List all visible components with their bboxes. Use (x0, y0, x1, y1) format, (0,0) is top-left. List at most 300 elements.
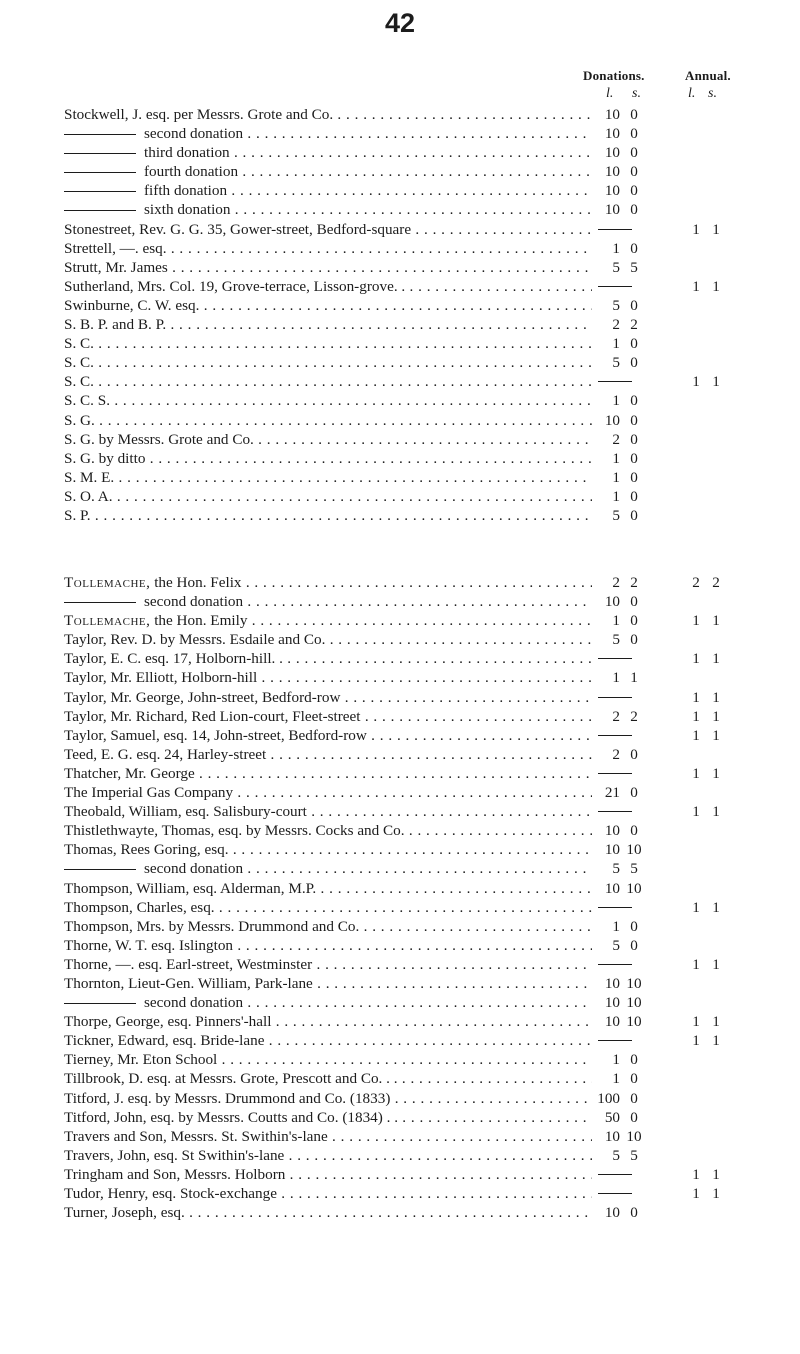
subscriber-name-text: fourth donation (144, 163, 239, 181)
subscriber-name-text: S. G. (64, 411, 95, 429)
subscriber-name (64, 573, 592, 592)
annual-shillings: 1 (712, 803, 720, 821)
donation-shillings: 0 (630, 449, 638, 467)
subscriber-name (64, 239, 592, 258)
donation-shillings: 0 (630, 612, 638, 630)
ledger-row (64, 764, 790, 783)
donation-shillings: 0 (630, 1204, 638, 1222)
annual-shillings: 1 (712, 373, 720, 391)
subscriber-name-text: Turner, Joseph, esq. (64, 1204, 185, 1222)
donation-pounds: 10 (604, 822, 620, 840)
donation-pounds: 2 (612, 707, 620, 725)
donation-pounds: 100 (597, 1089, 620, 1107)
donation-shillings: 0 (630, 917, 638, 935)
ledger-row (64, 1108, 790, 1127)
subscriber-name-text: Taylor, Rev. D. by Messrs. Esdaile and Co. (64, 631, 326, 649)
subscriber-name-text: Thompson, William, esq. Alderman, M.P. (64, 879, 317, 897)
donation-pounds: 1 (612, 335, 620, 353)
subscriber-name-text: Tickner, Edward, esq. Bride-lane (64, 1032, 265, 1050)
subscriber-name (64, 1108, 592, 1127)
subscriber-name (64, 277, 592, 296)
ledger-row (64, 506, 790, 525)
donation-dash (598, 286, 632, 287)
subscriber-name (64, 1031, 592, 1050)
donation-dash (598, 811, 632, 812)
subscriber-name (64, 1012, 592, 1031)
subscriber-name-text: S. O. A. (64, 487, 113, 505)
donation-pounds: 5 (612, 936, 620, 954)
subscriber-name (64, 487, 592, 506)
subscriber-name (64, 955, 592, 974)
subscriber-name-text: Thompson, Charles, esq. (64, 898, 215, 916)
ledger-row (64, 1012, 790, 1031)
donation-shillings: 0 (630, 106, 638, 123)
ledger-row (64, 181, 790, 200)
ledger-row (64, 277, 790, 296)
donation-dash (598, 735, 632, 736)
subscriber-name (64, 1146, 592, 1165)
ledger-row (64, 917, 790, 936)
subscriber-name (64, 1127, 592, 1146)
donation-pounds: 2 (612, 316, 620, 334)
donation-shillings: 0 (630, 631, 638, 649)
annual-shillings: 2 (712, 574, 720, 591)
subscriber-name (64, 879, 592, 898)
subscriber-name-text: S. C. S. (64, 392, 111, 410)
ledger-row (64, 162, 790, 181)
ledger-row (64, 840, 790, 859)
subscriber-name-text: Taylor, Mr. George, John-street, Bedford-row (64, 688, 341, 706)
donation-dash (598, 1174, 632, 1175)
subscriber-name (64, 315, 592, 334)
subscriber-name (64, 124, 592, 143)
donation-pounds: 2 (612, 430, 620, 448)
ledger-row (64, 898, 790, 917)
annual-pounds: 1 (692, 612, 700, 630)
subscriber-name-text: second donation (144, 593, 244, 611)
annual-pounds: 1 (692, 707, 700, 725)
donation-shillings: 0 (630, 354, 638, 372)
subscriber-name-text: Stonestreet, Rev. G. G. 35, Gower-street, Bedford-square (64, 220, 412, 238)
subscriber-name-text: the Hon. Felix (150, 574, 242, 591)
annual-pounds: 1 (692, 277, 700, 295)
annual-shillings: 1 (712, 898, 720, 916)
subscriber-name-text: S. M. E. (64, 468, 115, 486)
donation-shillings: 0 (630, 745, 638, 763)
donation-dash (598, 229, 632, 230)
donation-pounds: 1 (612, 1070, 620, 1088)
donation-pounds: 1 (612, 239, 620, 257)
subscriber-name (64, 821, 592, 840)
subscriber-name-text: Taylor, Mr. Richard, Red Lion-court, Fleet-street (64, 707, 361, 725)
ledger-row (64, 592, 790, 611)
donation-pounds: 10 (604, 163, 620, 181)
subscriber-name (64, 430, 592, 449)
annual-pounds: 1 (692, 688, 700, 706)
subscriber-name (64, 296, 592, 315)
donation-pounds: 10 (604, 201, 620, 219)
subscriber-name (64, 506, 592, 525)
donation-pounds: 5 (612, 296, 620, 314)
donation-shillings: 5 (630, 1146, 638, 1164)
donation-pounds: 1 (612, 612, 620, 630)
ledger-row (64, 449, 790, 468)
donation-pounds: 10 (604, 182, 620, 200)
subscriber-name-text: third donation (144, 144, 230, 162)
ledger-row (64, 124, 790, 143)
annual-pounds: 1 (692, 220, 700, 238)
annual-shillings: 1 (712, 1165, 720, 1183)
ditto-rule (64, 153, 136, 154)
donation-pounds: 10 (604, 1013, 620, 1031)
subscriber-name (64, 726, 592, 745)
subscriber-name (64, 936, 592, 955)
annual-pounds: 2 (692, 574, 700, 591)
ledger-row (64, 1031, 790, 1050)
subscriber-name (64, 688, 592, 707)
subscriber-name (64, 143, 592, 162)
subscriber-name-text: Tringham and Son, Messrs. Holborn (64, 1165, 286, 1183)
annual-pounds: 1 (692, 955, 700, 973)
page-number: 42 (384, 8, 416, 38)
subscriber-name-text: Tillbrook, D. esq. at Messrs. Grote, Prescott and Co. . . (64, 1070, 398, 1088)
donation-shillings: 0 (630, 163, 638, 181)
subscriber-name (64, 649, 592, 668)
donation-pounds: 10 (604, 125, 620, 143)
donations-column-header: Donations. (583, 68, 645, 83)
donation-pounds: 10 (604, 593, 620, 611)
subscriber-name-text: Thomas, Rees Goring, esq. (64, 841, 229, 859)
donation-shillings: 0 (630, 430, 638, 448)
subscriber-name (64, 783, 592, 802)
ledger-row (64, 353, 790, 372)
donation-shillings: 5 (630, 258, 638, 276)
subscriber-name-text: Titford, J. esq. by Messrs. Drummond and Co. (1833) (64, 1089, 391, 1107)
subscriber-name-text: Thatcher, Mr. George (64, 764, 195, 782)
ledger-row (64, 859, 790, 878)
donation-dash (598, 1193, 632, 1194)
donation-dash (598, 964, 632, 965)
ledger-row (64, 573, 790, 592)
donation-shillings: 0 (630, 125, 638, 143)
subscriber-name-text: Stockwell, J. esq. per Messrs. Grote and Co. (64, 106, 334, 123)
donation-shillings: 10 (626, 994, 642, 1012)
subscriber-name-text: Thorne, W. T. esq. Islington (64, 936, 234, 954)
subscriber-name-text: Travers and Son, Messrs. St. Swithin's-lane (64, 1127, 328, 1145)
subscriber-name-text: Thorpe, George, esq. Pinners'-hall (64, 1013, 272, 1031)
subscriber-name-text: S. C. (64, 335, 94, 353)
donation-pounds: 10 (604, 1204, 620, 1222)
subscriber-name (64, 200, 592, 219)
donation-pounds: 1 (612, 449, 620, 467)
ledger-row (64, 821, 790, 840)
annual-shillings: 1 (712, 764, 720, 782)
subscriber-name (64, 668, 592, 687)
donation-pounds: 10 (604, 106, 620, 123)
ledger-row (64, 688, 790, 707)
ledger-row (64, 105, 790, 124)
subscriber-name (64, 1069, 592, 1088)
donation-shillings: 0 (630, 392, 638, 410)
ditto-rule (64, 602, 136, 603)
annual-pounds: 1 (692, 726, 700, 744)
donation-pounds: 5 (612, 258, 620, 276)
subscriber-list-s (64, 105, 790, 525)
ledger-row (64, 411, 790, 430)
annual-shillings: 1 (712, 707, 720, 725)
subscriber-name-text: S. C. (64, 373, 94, 391)
donation-pounds: 1 (612, 468, 620, 486)
subscriber-name-text: Tudor, Henry, esq. Stock-exchange (64, 1185, 277, 1202)
donation-shillings: 0 (630, 411, 638, 429)
donation-dash (598, 773, 632, 774)
donation-shillings: 0 (630, 784, 638, 802)
ledger-row (64, 143, 790, 162)
ditto-rule (64, 1003, 136, 1004)
ledger-row (64, 879, 790, 898)
donation-pounds: 10 (604, 974, 620, 992)
annual-shillings: 1 (712, 955, 720, 973)
annual-shillings-unit: s. (708, 86, 717, 101)
donation-pounds: 5 (612, 860, 620, 878)
donation-dash (598, 907, 632, 908)
subscriber-name (64, 840, 592, 859)
annual-shillings: 1 (712, 277, 720, 295)
subscriber-name-text: Titford, John, esq. by Messrs. Coutts and Co. (1834) . . (64, 1108, 398, 1126)
subscriber-name (64, 181, 592, 200)
donation-shillings: 0 (630, 468, 638, 486)
subscriber-name-text: sixth donation (144, 201, 231, 219)
subscriber-name (64, 993, 592, 1012)
subscriber-name-text: S. G. by Messrs. Grote and Co. (64, 430, 254, 448)
subscriber-name (64, 411, 592, 430)
subscriber-name-text: Travers, John, esq. St Swithin's-lane (64, 1146, 285, 1164)
subscriber-name-text: Thornton, Lieut-Gen. William, Park-lane (64, 974, 313, 992)
annual-shillings: 1 (712, 688, 720, 706)
subscriber-name-text: fifth donation (144, 182, 228, 200)
subscriber-name (64, 630, 592, 649)
subscriber-name-text: Tierney, Mr. Eton School (64, 1051, 218, 1069)
donation-shillings: 0 (630, 1089, 638, 1107)
annual-shillings: 1 (712, 1032, 720, 1050)
donation-shillings: 10 (626, 974, 642, 992)
subscriber-name (64, 1089, 592, 1108)
ledger-row (64, 1050, 790, 1069)
ledger-row (64, 200, 790, 219)
ledger-row (64, 707, 790, 726)
annual-shillings: 1 (712, 1013, 720, 1031)
subscriber-name (64, 707, 592, 726)
subscriber-name (64, 1050, 592, 1069)
donation-shillings: 0 (630, 487, 638, 505)
subscriber-surname: Tollemache, (64, 574, 151, 591)
annual-pounds: 1 (692, 803, 700, 821)
ledger-row (64, 372, 790, 391)
ledger-row (64, 296, 790, 315)
ledger-row (64, 649, 790, 668)
subscriber-name (64, 449, 592, 468)
donation-pounds: 10 (604, 841, 620, 859)
subscriber-name-text: Thistlethwayte, Thomas, esq. by Messrs. Cocks and Co. (64, 822, 405, 840)
ledger-row (64, 630, 790, 649)
subscriber-name-text: second donation (144, 125, 244, 143)
subscriber-name-text: Taylor, Mr. Elliott, Holborn-hill (64, 669, 258, 687)
subscriber-name (64, 611, 592, 630)
subscriber-name-text: S. B. P. and B. P. (64, 316, 167, 334)
donation-shillings: 0 (630, 144, 638, 162)
donation-pounds: 10 (604, 1127, 620, 1145)
donation-pounds: 5 (612, 631, 620, 649)
ditto-rule (64, 869, 136, 870)
donation-pounds: 10 (604, 411, 620, 429)
annual-pounds: 1 (692, 764, 700, 782)
ledger-row (64, 668, 790, 687)
donation-shillings: 0 (630, 182, 638, 200)
ledger-row (64, 802, 790, 821)
donation-shillings: 2 (630, 707, 638, 725)
donation-pounds: 5 (612, 506, 620, 524)
subscriber-name-text: second donation (144, 994, 244, 1012)
annual-pounds: 1 (692, 1032, 700, 1050)
donation-shillings: 0 (630, 335, 638, 353)
subscriber-name-text: S. P. (64, 506, 91, 524)
subscriber-name-text: Sutherland, Mrs. Col. 19, Grove-terrace, Lisson-grove. . (64, 277, 406, 295)
donation-pounds: 21 (604, 784, 620, 802)
ledger-row (64, 487, 790, 506)
subscriber-name-text: Taylor, E. C. esq. 17, Holborn-hill. . (64, 650, 283, 668)
donation-pounds: 50 (604, 1108, 620, 1126)
ledger-row (64, 1089, 790, 1108)
donation-pounds: 1 (612, 487, 620, 505)
ledger-row (64, 315, 790, 334)
subscriber-name-text: The Imperial Gas Company (64, 784, 234, 802)
ledger-row (64, 239, 790, 258)
subscriber-name (64, 391, 592, 410)
donation-shillings: 10 (626, 1127, 642, 1145)
donation-pounds: 1 (612, 392, 620, 410)
subscriber-name (64, 372, 592, 391)
donation-shillings: 2 (630, 574, 638, 591)
ledger-row (64, 745, 790, 764)
donation-shillings: 0 (630, 239, 638, 257)
ledger-row (64, 611, 790, 630)
donation-pounds: 10 (604, 144, 620, 162)
donation-dash (598, 697, 632, 698)
donation-shillings: 10 (626, 841, 642, 859)
annual-shillings: 1 (712, 650, 720, 668)
donation-shillings: 10 (626, 879, 642, 897)
donation-shillings: 0 (630, 936, 638, 954)
donation-shillings: 2 (630, 316, 638, 334)
subscriber-name-text: Strettell, —. esq. (64, 239, 167, 257)
ledger-row (64, 1146, 790, 1165)
donation-pounds: 2 (612, 745, 620, 763)
ditto-rule (64, 210, 136, 211)
subscriber-name (64, 1184, 592, 1203)
annual-column-header: Annual. (685, 68, 731, 83)
subscriber-name-text: Theobald, William, esq. Salisbury-court (64, 803, 307, 821)
donation-pounds: 1 (612, 669, 620, 687)
donation-shillings: 0 (630, 822, 638, 840)
ledger-row (64, 468, 790, 487)
subscriber-name (64, 1203, 592, 1222)
subscriber-list-t (64, 573, 790, 1222)
annual-pounds: 1 (692, 1013, 700, 1031)
subscriber-name (64, 859, 592, 878)
subscriber-name-text: Taylor, Samuel, esq. 14, John-street, Bedford-row (64, 726, 367, 744)
subscriber-name (64, 802, 592, 821)
donation-pounds: 5 (612, 354, 620, 372)
donation-shillings: 0 (630, 1070, 638, 1088)
ledger-row (64, 1203, 790, 1222)
subscriber-name (64, 334, 592, 353)
annual-shillings: 1 (712, 726, 720, 744)
annual-shillings: 1 (712, 612, 720, 630)
subscriber-name (64, 898, 592, 917)
subscriber-name-text: Teed, E. G. esq. 24, Harley-street (64, 745, 267, 763)
subscriber-name (64, 917, 592, 936)
annual-pounds: 1 (692, 898, 700, 916)
subscriber-name (64, 764, 592, 783)
ledger-row (64, 936, 790, 955)
subscriber-name (64, 1165, 592, 1184)
ledger-row (64, 430, 790, 449)
subscriber-name-text: the Hon. Emily (150, 612, 248, 630)
subscriber-name (64, 974, 592, 993)
subscriber-name (64, 592, 592, 611)
donation-pounds: 10 (604, 879, 620, 897)
donation-shillings: 0 (630, 593, 638, 611)
subscriber-name-text: S. G. by ditto (64, 449, 146, 467)
donation-pounds: 1 (612, 1051, 620, 1069)
ledger-row (64, 258, 790, 277)
annual-shillings: 1 (712, 220, 720, 238)
donations-shillings-unit: s. (632, 86, 641, 101)
ledger-row (64, 955, 790, 974)
subscriber-name (64, 353, 592, 372)
donations-pounds-unit: l. (606, 86, 614, 101)
ledger-row (64, 993, 790, 1012)
annual-pounds: 1 (692, 373, 700, 391)
subscriber-name (64, 105, 592, 124)
subscriber-name (64, 745, 592, 764)
donation-shillings: 5 (630, 860, 638, 878)
annual-pounds: 1 (692, 650, 700, 668)
ledger-row (64, 1069, 790, 1088)
ditto-rule (64, 134, 136, 135)
donation-shillings: 0 (630, 201, 638, 219)
subscriber-name-text: Thompson, Mrs. by Messrs. Drummond and Co. (64, 917, 360, 935)
donation-dash (598, 1040, 632, 1041)
ledger-row (64, 1184, 790, 1203)
subscriber-name-text: Strutt, Mr. James (64, 258, 168, 276)
donation-pounds: 5 (612, 1146, 620, 1164)
annual-shillings: 1 (712, 1185, 720, 1202)
ledger-row (64, 334, 790, 353)
ledger-row (64, 1165, 790, 1184)
donation-dash (598, 658, 632, 659)
donation-pounds: 10 (604, 994, 620, 1012)
donation-shillings: 0 (630, 296, 638, 314)
subscriber-name (64, 220, 592, 239)
subscriber-surname: Tollemache, (64, 612, 151, 630)
subscriber-name (64, 162, 592, 181)
donation-pounds: 1 (612, 917, 620, 935)
ledger-row (64, 1127, 790, 1146)
donation-dash (598, 381, 632, 382)
donation-shillings: 0 (630, 506, 638, 524)
donation-shillings: 10 (626, 1013, 642, 1031)
